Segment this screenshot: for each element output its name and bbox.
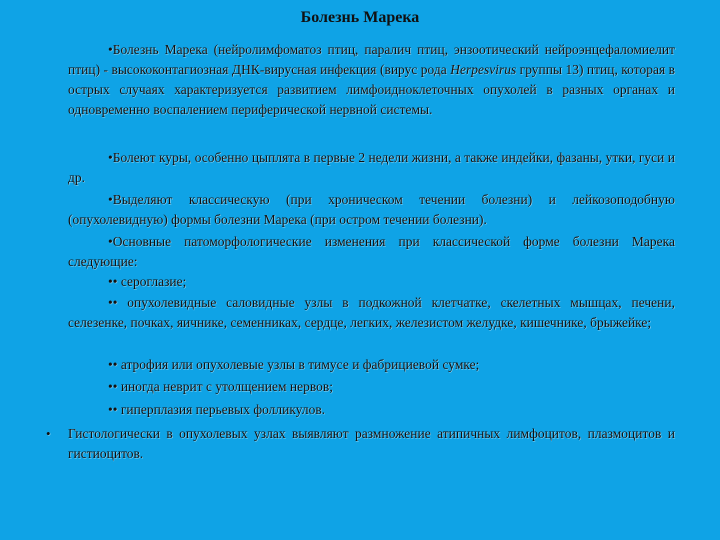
list-item-eyes: •• сероглазие; bbox=[108, 274, 187, 289]
paragraph-definition: •Болезнь Марека (нейролимфоматоз птиц, паралич птиц, энзоотический нейроэнцефаломиелит птиц) - высококонтагиозная ДНК-вирусная инфекция (вирус рода Herpesvirus группы 13) птиц, которая в острых случаях характеризуется развитием лимфоидноклеточных опухолей в разных органах и одновременно воспалением периферической нервной системы. bbox=[68, 42, 675, 117]
list-item-nodes: •• опухолевидные саловидные узлы в подкожной клетчатке, скелетных мышцах, печени, селезенке, почках, яичнике, семенниках, сердце, легких, железистом желудке, кишечнике, брыжейке; bbox=[68, 295, 675, 330]
paragraph-hosts: •Болеют куры, особенно цыплята в первые 2 недели жизни, а также индейки, фазаны, утки, гуси и др. bbox=[68, 150, 675, 185]
bullet-marker: • bbox=[108, 402, 113, 417]
bullet-marker: • bbox=[108, 274, 113, 289]
bullet-marker: • bbox=[108, 150, 113, 165]
bullet-marker-outer: • bbox=[46, 426, 51, 441]
list-item-atrophy: •• атрофия или опухолевые узлы в тимусе и фабрициевой сумке; bbox=[108, 357, 480, 372]
bullet-marker: • bbox=[108, 295, 113, 310]
paragraph-forms: •Выделяют классическую (при хроническом течении болезни) и лейкозоподобную (опухолевидную) формы болезни Марека (при остром течении болезни). bbox=[68, 192, 675, 227]
list-item-hyperplasia: •• гиперплазия перьевых фолликулов. bbox=[108, 402, 326, 417]
bullet-marker: • bbox=[108, 234, 113, 249]
bullet-marker: • bbox=[108, 357, 113, 372]
bullet-marker: • bbox=[108, 192, 113, 207]
bullet-marker: • bbox=[108, 42, 113, 57]
list-item-neuritis: •• иногда неврит с утолщением нервов; bbox=[108, 379, 333, 394]
page-title: Болезнь Марека bbox=[300, 9, 420, 26]
paragraph-changes: •Основные патоморфологические изменения при классической форме болезни Марека следующие: bbox=[68, 234, 675, 269]
bullet-marker: • bbox=[108, 379, 113, 394]
virus-genus: Herpesvirus bbox=[450, 62, 517, 77]
paragraph-histology: Гистологически в опухолевых узлах выявляют размножение атипичных лимфоцитов, плазмоцитов и гистиоцитов. bbox=[68, 426, 675, 461]
